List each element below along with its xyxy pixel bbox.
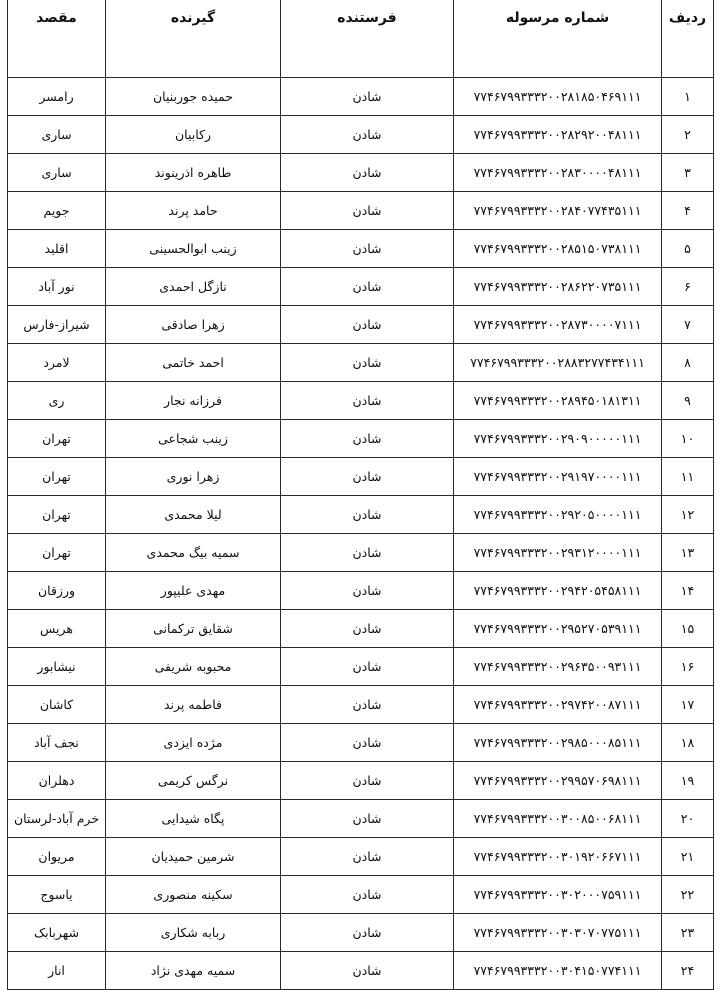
tracking-number-cell: ۷۷۴۶۷۹۹۳۳۳۲۰۰۲۸۴۰۷۷۴۳۵۱۱۱ [454,192,662,230]
table-row [8,382,714,420]
destination-cell: دهلران [8,762,106,800]
table-row [8,686,714,724]
destination-cell: رامسر [8,78,106,116]
row-number-cell: ۲۱ [662,838,714,876]
header-destination: مقصد [8,0,106,78]
row-number-cell: ۱۲ [662,496,714,534]
tracking-number-cell: ۷۷۴۶۷۹۹۳۳۳۲۰۰۲۹۵۲۷۰۵۳۹۱۱۱ [454,610,662,648]
destination-cell: تهران [8,458,106,496]
table-row [8,268,714,306]
table-row [8,914,714,952]
sender-cell: شادن [281,306,454,344]
recipient-cell: نرگس کریمی [106,762,281,800]
sender-cell: شادن [281,762,454,800]
tracking-number-cell: ۷۷۴۶۷۹۹۳۳۳۲۰۰۲۹۳۱۲۰۰۰۰۱۱۱ [454,534,662,572]
sender-cell: شادن [281,344,454,382]
table-row [8,838,714,876]
table-row [8,192,714,230]
row-number-cell: ۱۰ [662,420,714,458]
tracking-number-cell: ۷۷۴۶۷۹۹۳۳۳۲۰۰۲۹۹۵۷۰۶۹۸۱۱۱ [454,762,662,800]
table-row [8,572,714,610]
destination-cell: خرم آباد-لرستان [8,800,106,838]
sender-cell: شادن [281,838,454,876]
header-recipient: گیرنده [106,0,281,78]
row-number-cell: ۲۴ [662,952,714,990]
recipient-cell: مهدی علیپور [106,572,281,610]
table-row [8,344,714,382]
destination-cell: نیشابور [8,648,106,686]
table-row [8,762,714,800]
sender-cell: شادن [281,116,454,154]
sender-cell: شادن [281,458,454,496]
destination-cell: یاسوج [8,876,106,914]
tracking-number-cell: ۷۷۴۶۷۹۹۳۳۳۲۰۰۲۸۳۰۰۰۰۴۸۱۱۱ [454,154,662,192]
recipient-cell: ربابه شکاری [106,914,281,952]
row-number-cell: ۸ [662,344,714,382]
sender-cell: شادن [281,230,454,268]
table-row [8,876,714,914]
destination-cell: هریس [8,610,106,648]
table-row [8,116,714,154]
sender-cell: شادن [281,648,454,686]
tracking-number-cell: ۷۷۴۶۷۹۹۳۳۳۲۰۰۲۹۷۴۲۰۰۸۷۱۱۱ [454,686,662,724]
sender-cell: شادن [281,724,454,762]
row-number-cell: ۴ [662,192,714,230]
recipient-cell: حمیده جوربنیان [106,78,281,116]
destination-cell: نجف آباد [8,724,106,762]
table-row [8,534,714,572]
tracking-number-cell: ۷۷۴۶۷۹۹۳۳۳۲۰۰۲۸۱۸۵۰۴۶۹۱۱۱ [454,78,662,116]
table-row [8,724,714,762]
tracking-number-cell: ۷۷۴۶۷۹۹۳۳۳۲۰۰۲۹۲۰۵۰۰۰۰۱۱۱ [454,496,662,534]
sender-cell: شادن [281,914,454,952]
row-number-cell: ۱۶ [662,648,714,686]
sender-cell: شادن [281,534,454,572]
recipient-cell: حامد پرند [106,192,281,230]
tracking-number-cell: ۷۷۴۶۷۹۹۳۳۳۲۰۰۲۹۰۹۰۰۰۰۰۱۱۱ [454,420,662,458]
table-header-row [8,0,714,78]
table-row [8,420,714,458]
sender-cell: شادن [281,192,454,230]
tracking-number-cell: ۷۷۴۶۷۹۹۳۳۳۲۰۰۲۸۲۹۲۰۰۴۸۱۱۱ [454,116,662,154]
row-number-cell: ۱۳ [662,534,714,572]
tracking-number-cell: ۷۷۴۶۷۹۹۳۳۳۲۰۰۲۸۵۱۵۰۷۳۸۱۱۱ [454,230,662,268]
row-number-cell: ۱۷ [662,686,714,724]
recipient-cell: زهرا نوری [106,458,281,496]
tracking-number-cell: ۷۷۴۶۷۹۹۳۳۳۲۰۰۳۰۰۸۵۰۰۶۸۱۱۱ [454,800,662,838]
tracking-number-cell: ۷۷۴۶۷۹۹۳۳۳۲۰۰۳۰۴۱۵۰۷۷۴۱۱۱ [454,952,662,990]
destination-cell: لامرد [8,344,106,382]
table-row [8,78,714,116]
destination-cell: تهران [8,420,106,458]
sender-cell: شادن [281,78,454,116]
sender-cell: شادن [281,154,454,192]
table-row [8,496,714,534]
destination-cell: ورزقان [8,572,106,610]
destination-cell: ری [8,382,106,420]
table-row [8,952,714,990]
row-number-cell: ۷ [662,306,714,344]
tracking-number-cell: ۷۷۴۶۷۹۹۳۳۳۲۰۰۲۹۴۲۰۵۴۵۸۱۱۱ [454,572,662,610]
recipient-cell: شقایق ترکمانی [106,610,281,648]
recipient-cell: احمد خاتمی [106,344,281,382]
tracking-number-cell: ۷۷۴۶۷۹۹۳۳۳۲۰۰۲۸۹۴۵۰۱۸۱۳۱۱ [454,382,662,420]
row-number-cell: ۲۰ [662,800,714,838]
recipient-cell: سمیه بیگ محمدی [106,534,281,572]
table-row [8,458,714,496]
sender-cell: شادن [281,686,454,724]
tracking-number-cell: ۷۷۴۶۷۹۹۳۳۳۲۰۰۳۰۳۰۷۰۷۷۵۱۱۱ [454,914,662,952]
recipient-cell: لیلا محمدی [106,496,281,534]
table-row [8,306,714,344]
row-number-cell: ۶ [662,268,714,306]
destination-cell: نور آباد [8,268,106,306]
row-number-cell: ۲۳ [662,914,714,952]
sender-cell: شادن [281,952,454,990]
destination-cell: مریوان [8,838,106,876]
tracking-number-cell: ۷۷۴۶۷۹۹۳۳۳۲۰۰۲۹۸۵۰۰۰۸۵۱۱۱ [454,724,662,762]
row-number-cell: ۱۸ [662,724,714,762]
recipient-cell: طاهره اذرینوند [106,154,281,192]
destination-cell: انار [8,952,106,990]
row-number-cell: ۹ [662,382,714,420]
recipient-cell: زینب شجاعی [106,420,281,458]
tracking-number-cell: ۷۷۴۶۷۹۹۳۳۳۲۰۰۳۰۱۹۲۰۶۶۷۱۱۱ [454,838,662,876]
recipient-cell: محبوبه شریفی [106,648,281,686]
sender-cell: شادن [281,572,454,610]
tracking-number-cell: ۷۷۴۶۷۹۹۳۳۳۲۰۰۲۸۶۲۲۰۷۳۵۱۱۱ [454,268,662,306]
row-number-cell: ۲۲ [662,876,714,914]
recipient-cell: سمیه مهدی نژاد [106,952,281,990]
tracking-number-cell: ۷۷۴۶۷۹۹۳۳۳۲۰۰۳۰۲۰۰۰۷۵۹۱۱۱ [454,876,662,914]
recipient-cell: شرمین حمیدیان [106,838,281,876]
destination-cell: جویم [8,192,106,230]
sender-cell: شادن [281,610,454,648]
sender-cell: شادن [281,420,454,458]
sender-cell: شادن [281,496,454,534]
table-row [8,610,714,648]
recipient-cell: فرزانه نجار [106,382,281,420]
header-sender: فرستنده [281,0,454,78]
recipient-cell: پگاه شیدایی [106,800,281,838]
recipient-cell: رکابیان [106,116,281,154]
tracking-number-cell: ۷۷۴۶۷۹۹۳۳۳۲۰۰۲۸۷۳۰۰۰۰۷۱۱۱ [454,306,662,344]
recipient-cell: مژده ایزدی [106,724,281,762]
destination-cell: تهران [8,496,106,534]
row-number-cell: ۱۴ [662,572,714,610]
row-number-cell: ۱۱ [662,458,714,496]
header-tracking-number: شماره مرسوله [454,0,662,78]
sender-cell: شادن [281,800,454,838]
table-row [8,154,714,192]
row-number-cell: ۲ [662,116,714,154]
destination-cell: ساری [8,154,106,192]
destination-cell: اقلید [8,230,106,268]
recipient-cell: سکینه منصوری [106,876,281,914]
shipments-table [7,0,714,990]
table-row [8,648,714,686]
recipient-cell: فاطمه پرند [106,686,281,724]
sender-cell: شادن [281,382,454,420]
sender-cell: شادن [281,876,454,914]
destination-cell: کاشان [8,686,106,724]
recipient-cell: نازگل احمدی [106,268,281,306]
row-number-cell: ۵ [662,230,714,268]
tracking-number-cell: ۷۷۴۶۷۹۹۳۳۳۲۰۰۲۸۸۳۲۷۷۴۳۴۱۱۱ [454,344,662,382]
destination-cell: شیراز-فارس [8,306,106,344]
row-number-cell: ۱۵ [662,610,714,648]
row-number-cell: ۱ [662,78,714,116]
table-row [8,230,714,268]
destination-cell: شهربابک [8,914,106,952]
row-number-cell: ۳ [662,154,714,192]
table-row [8,800,714,838]
header-row-number: ردیف [662,0,714,78]
row-number-cell: ۱۹ [662,762,714,800]
tracking-number-cell: ۷۷۴۶۷۹۹۳۳۳۲۰۰۲۹۱۹۷۰۰۰۰۱۱۱ [454,458,662,496]
recipient-cell: زینب ابوالحسینی [106,230,281,268]
destination-cell: تهران [8,534,106,572]
sender-cell: شادن [281,268,454,306]
tracking-number-cell: ۷۷۴۶۷۹۹۳۳۳۲۰۰۲۹۶۳۵۰۰۹۳۱۱۱ [454,648,662,686]
recipient-cell: زهرا صادقی [106,306,281,344]
destination-cell: ساری [8,116,106,154]
